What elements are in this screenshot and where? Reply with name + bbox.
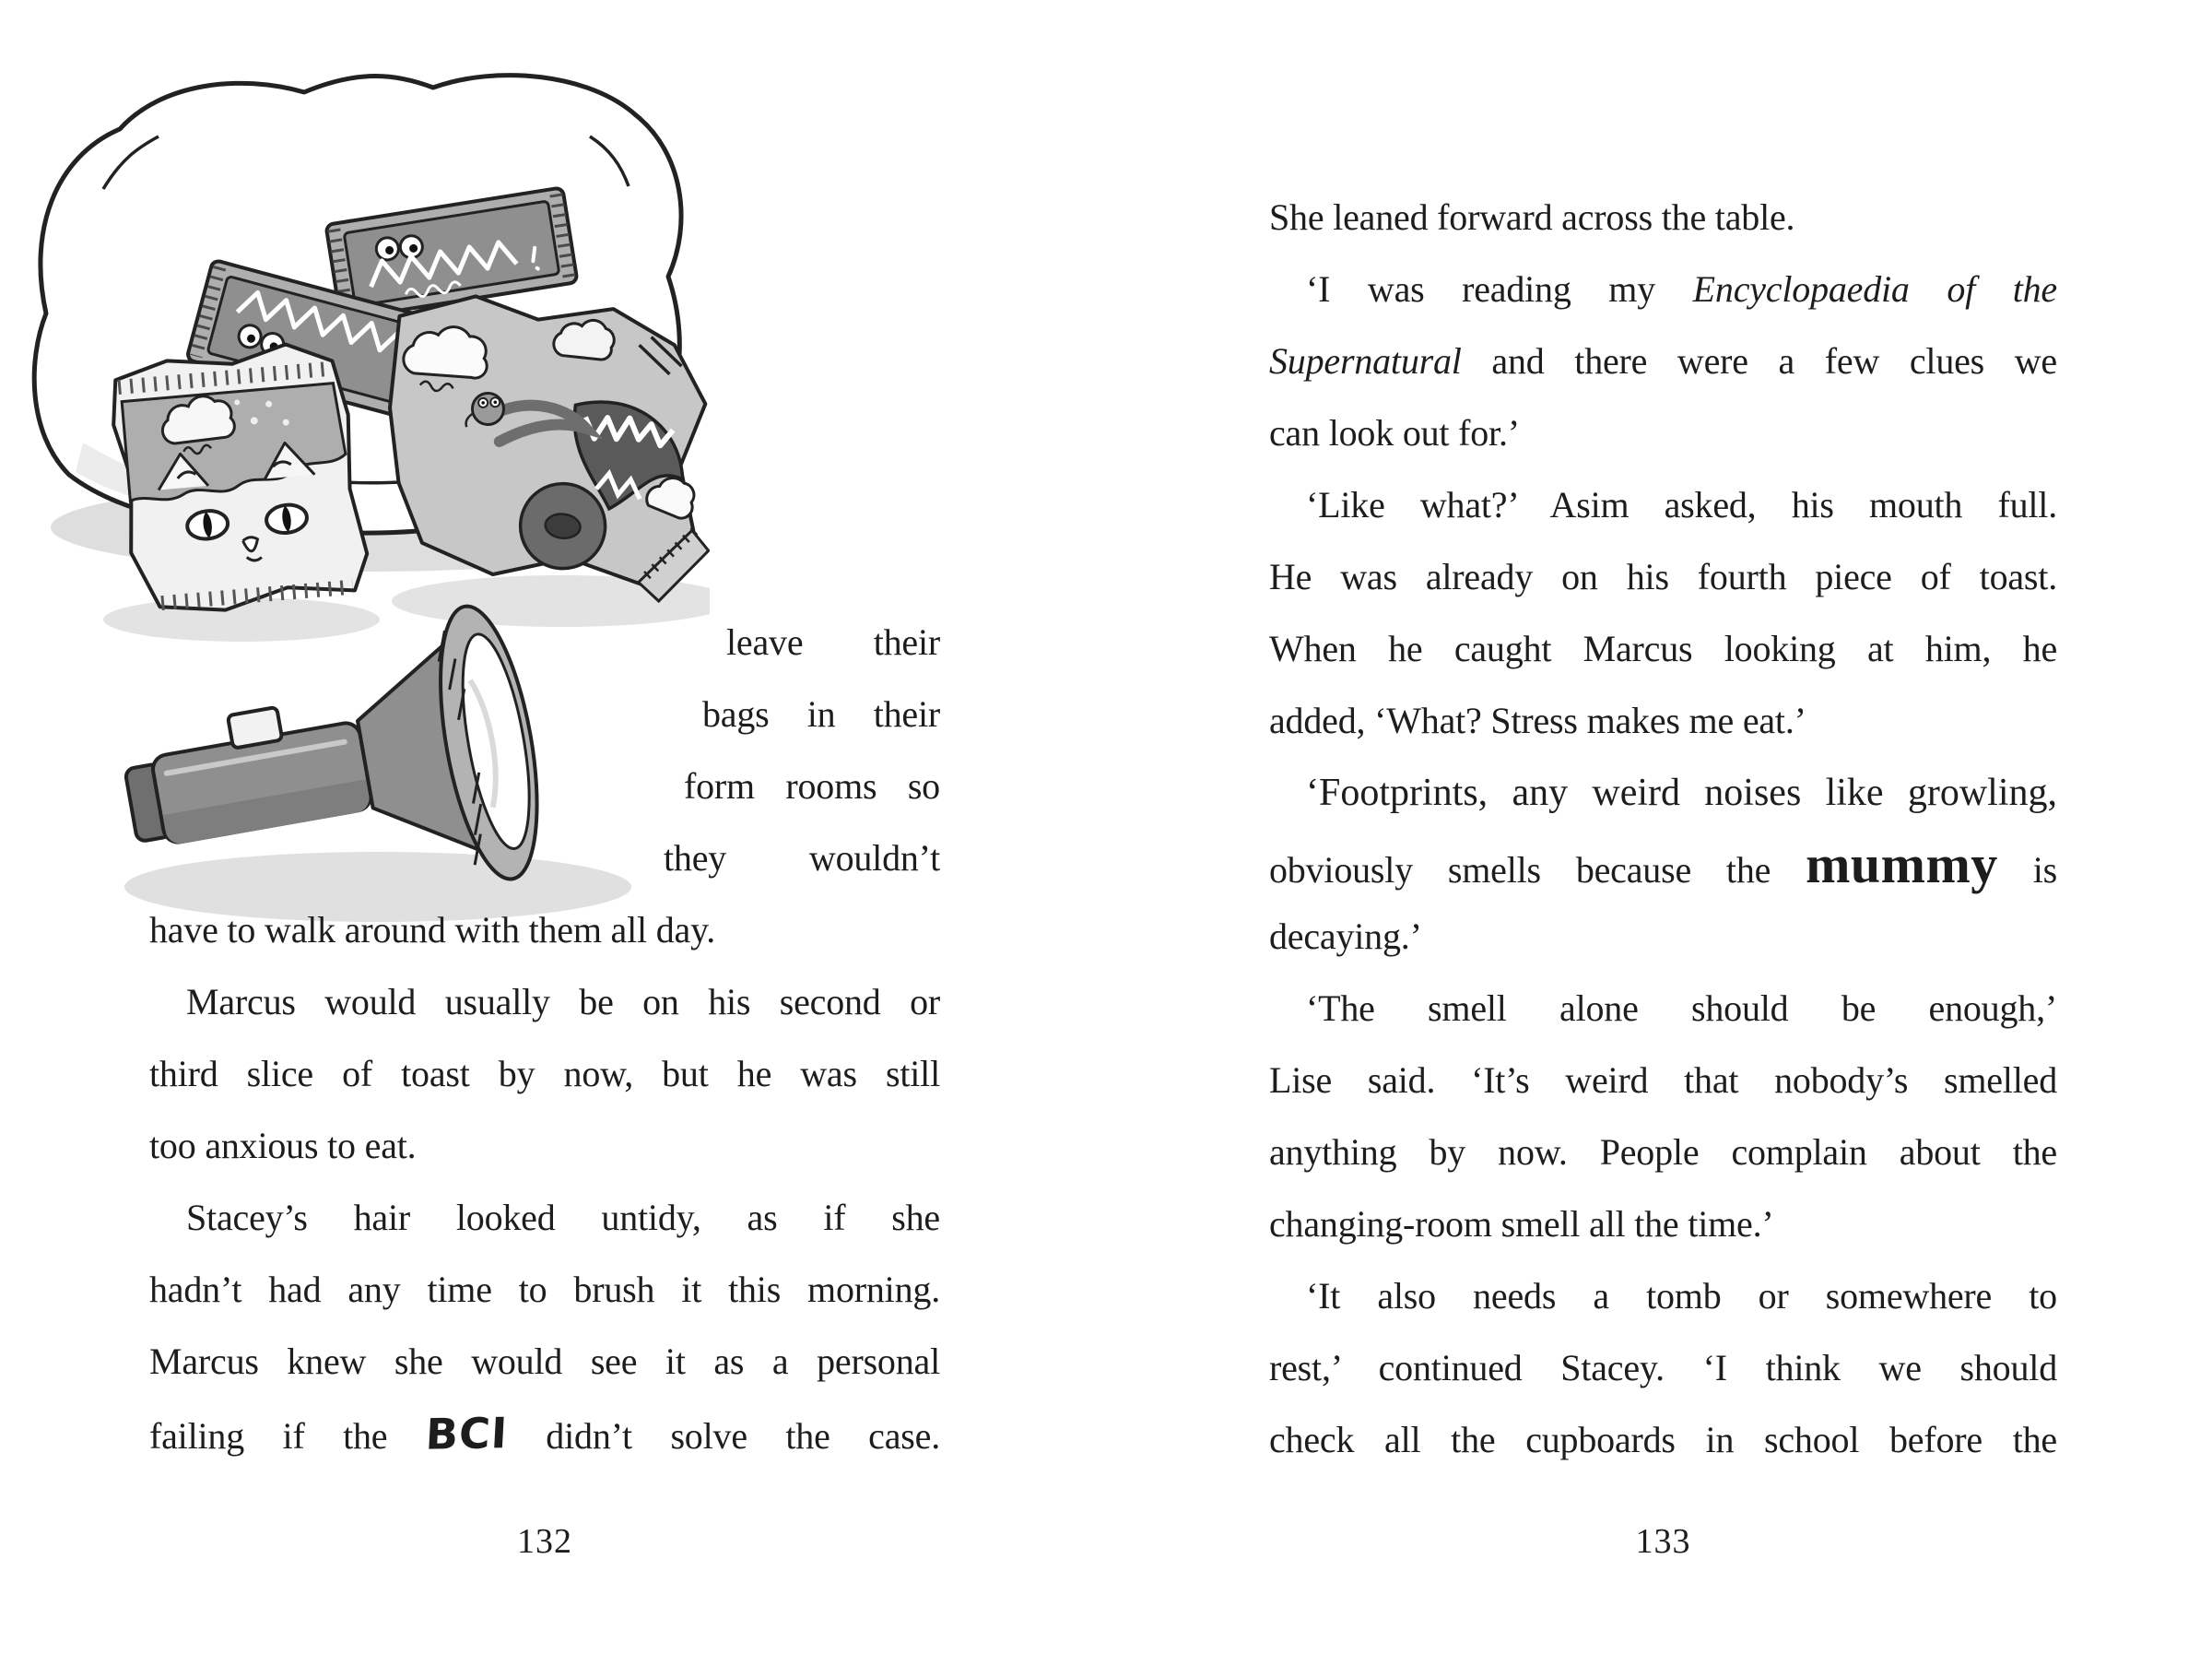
text-line: ‘Like what?’ Asim asked, his mouth full. (1306, 484, 2057, 526)
text-line (149, 1398, 940, 1470)
text-line: changing-room smell all the time.’ (1269, 1203, 1774, 1245)
text-line: third slice of toast by now, but he was still (149, 1053, 940, 1094)
text-line: hadn’t had any time to brush it this morning. (149, 1269, 940, 1310)
text-line: bags in their (702, 693, 940, 735)
left-page-text (149, 607, 940, 1470)
mummy-emphasis: mummy (1806, 834, 1998, 894)
text-line: added, ‘What? Stress makes me eat.’ (1269, 700, 1806, 741)
page-number-left: 132 (517, 1522, 572, 1561)
text-line: leave their (726, 621, 940, 663)
text-segment: ‘I was reading my (1306, 268, 1693, 310)
text-line: When he caught Marcus looking at him, he (1269, 628, 2057, 669)
text-line: ‘It also needs a tomb or somewhere to (1306, 1275, 2057, 1317)
text-line: Lise said. ‘It’s weird that nobody’s smelled (1269, 1059, 2057, 1101)
right-page (1106, 0, 2212, 1677)
text-line: have to walk around with them all day. (149, 909, 716, 951)
text-line: Marcus knew she would see it as a personal (149, 1340, 940, 1382)
book-title-italic: Supernatural (1269, 340, 1462, 382)
text-line: Stacey’s hair looked untidy, as if she (186, 1197, 940, 1238)
text-segment: failing if the (149, 1415, 426, 1457)
cat-snack-bag (106, 337, 371, 620)
text-line: rest,’ continued Stacey. ‘I think we should (1269, 1347, 2057, 1388)
text-line: decaying.’ (1269, 915, 1422, 957)
text-line: check all the cupboards in school before the (1269, 1419, 2057, 1460)
text-line: He was already on his fourth piece of toast. (1269, 556, 2057, 597)
book-title-italic: Encyclopaedia of the (1692, 268, 2057, 310)
text-segment: and there were a few clues we (1461, 340, 2057, 382)
text-line: ‘Footprints, any weird noises like growling, (1306, 772, 2057, 814)
text-line: can look out for.’ (1269, 412, 1520, 454)
text-line: form rooms so (684, 765, 940, 807)
text-line: ‘The smell alone should be enough,’ (1306, 987, 2057, 1029)
text-line (1269, 829, 2057, 901)
page-number-right: 133 (1635, 1522, 1691, 1561)
text-segment: obviously smells because the (1269, 849, 1806, 891)
bci-wordmark: BCI (424, 1408, 510, 1459)
text-line (1269, 254, 2057, 325)
text-line (1269, 325, 2057, 397)
text-segment: didn’t solve the case. (507, 1415, 940, 1457)
text-line: they wouldn’t (664, 837, 940, 879)
text-segment: is (1997, 849, 2057, 891)
text-line: anything by now. People complain about the (1269, 1131, 2057, 1173)
text-line: She leaned forward across the table. (1269, 196, 1795, 238)
text-line: Marcus would usually be on his second or (186, 981, 940, 1022)
right-page-text (1269, 182, 2057, 1476)
text-line: too anxious to eat. (149, 1125, 417, 1166)
